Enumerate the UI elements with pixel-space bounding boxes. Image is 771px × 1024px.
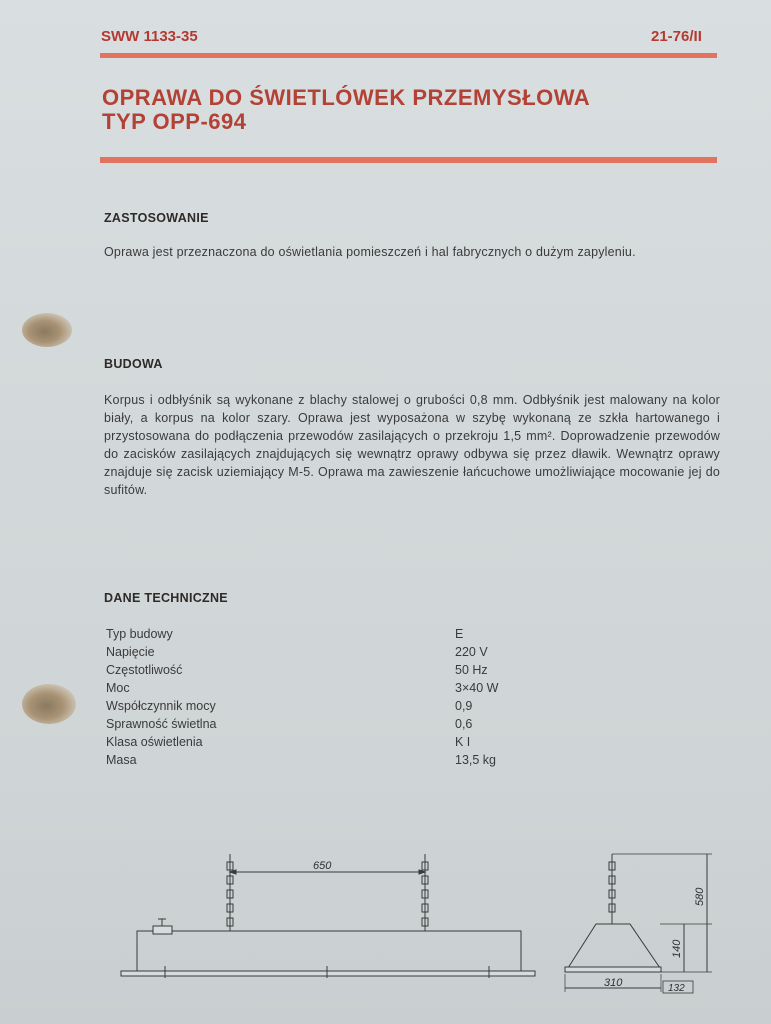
luminaire-body [137, 931, 521, 973]
chain-right [422, 854, 428, 931]
spec-label: Napięcie [106, 645, 155, 659]
section-heading-dane: DANE TECHNICZNE [104, 591, 228, 605]
spec-table [106, 625, 498, 769]
spec-value: 3×40 W [455, 681, 499, 695]
dim-label-box: 132 [668, 983, 685, 994]
section-heading-budowa: BUDOWA [104, 357, 163, 371]
spec-label: Klasa oświetlenia [106, 735, 203, 749]
document-code: SWW 1133-35 [101, 28, 198, 45]
spec-row [106, 625, 498, 643]
header-rule [100, 53, 717, 58]
spec-value: 13,5 kg [455, 753, 497, 767]
spec-label: Współczynnik mocy [106, 699, 216, 713]
spec-label: Sprawność świetlna [106, 717, 217, 731]
punched-hole-lower [22, 684, 76, 724]
title-rule [100, 157, 717, 163]
spec-row [106, 643, 498, 661]
luminaire-profile [568, 924, 660, 968]
spec-value: 220 V [455, 645, 488, 659]
spec-row [106, 679, 498, 697]
spec-row [106, 751, 498, 769]
chain-left [227, 854, 233, 931]
spec-row [106, 715, 498, 733]
technical-drawing [0, 840, 771, 1024]
section-heading-zastosowanie: ZASTOSOWANIE [104, 211, 209, 225]
spec-label: Moc [106, 681, 130, 695]
title-line-2: TYP OPP-694 [102, 109, 247, 134]
spec-value: 50 Hz [455, 663, 488, 677]
spec-row [106, 733, 498, 751]
dim-label-total-height: 580 [694, 887, 706, 906]
spec-value: E [455, 627, 464, 641]
document-number: 21-76/II [651, 28, 702, 45]
spec-row [106, 661, 498, 679]
dim-label-width: 310 [604, 977, 623, 989]
spec-label: Masa [106, 753, 137, 767]
spec-value: 0,6 [455, 717, 473, 731]
title-line-1: OPRAWA DO ŚWIETLÓWEK PRZEMYSŁOWA [102, 85, 591, 110]
cable-gland [153, 926, 172, 934]
front-view [121, 854, 535, 978]
dim-label-body-height: 140 [671, 939, 683, 958]
document-title [102, 86, 590, 134]
spec-value: 0,9 [455, 699, 473, 713]
side-view [565, 854, 712, 993]
section-text-zastosowanie: Oprawa jest przeznaczona do oświetlania pomieszczeń i hal fabrycznych o dużym zapyleniu. [104, 245, 636, 259]
luminaire-glass-frame [121, 971, 535, 976]
section-text-budowa: Korpus i odbłyśnik są wykonane z blachy stalowej o grubości 0,8 mm. Odbłyśnik jest malowany na kolor biały, a korpus na kolor szary. Oprawa jest wyposażona w szybę wykonaną ze szkła hartowanego i przystosowana do podłączenia przewodów zasilających o przekroju 1,5 mm². Doprowadzenie przewodów do zacisków zasilających znajdujących się wewnątrz oprawy odbywa się przez dławik. Wewnątrz oprawy znajduje się zacisk uziemiający M-5. Oprawa ma zawieszenie łańcuchowe umożliwiające mocowanie jej do sufitów. [104, 393, 720, 497]
spec-value: K I [455, 735, 471, 749]
spec-label: Typ budowy [106, 627, 173, 641]
punched-hole-upper [22, 313, 72, 347]
glass-frame-side [565, 967, 661, 972]
dim-label-chain-spacing: 650 [313, 860, 332, 872]
spec-label: Częstotliwość [106, 663, 183, 677]
spec-row [106, 697, 498, 715]
